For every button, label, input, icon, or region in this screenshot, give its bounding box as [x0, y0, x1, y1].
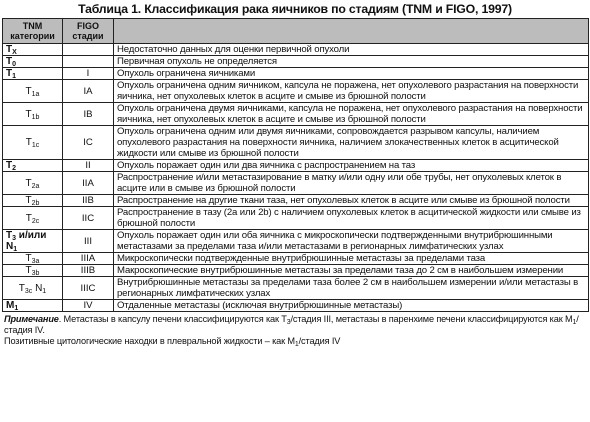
description-cell: Макроскопические внутрибрюшинные метастазы за пределами таза до 2 см в наибольшем измерении	[114, 265, 589, 277]
table-row	[3, 195, 589, 207]
tnm-base: T	[6, 68, 13, 79]
tnm-cell	[3, 80, 63, 103]
tnm-base: T	[18, 282, 25, 294]
description-cell: Недостаточно данных для оценки первичной опухоли	[114, 44, 589, 56]
table-note	[2, 312, 590, 347]
tnm-cell	[3, 68, 63, 80]
tnm-cell	[3, 300, 63, 312]
tnm-subscript: 0	[12, 61, 17, 68]
figo-cell: III	[63, 230, 114, 253]
tnm-subscript: X	[12, 49, 17, 56]
note-subscript: 1	[294, 341, 299, 348]
table-row	[3, 172, 589, 195]
header-tnm: TNM категории	[3, 19, 63, 44]
description-cell: Распространение в тазу (2a или 2b) с наличием опухолевых клеток в асцитической жидкости или смыве из брюшной полости	[114, 207, 589, 230]
figo-cell: IIC	[63, 207, 114, 230]
description-cell: Первичная опухоль не определяется	[114, 56, 589, 68]
table-row	[3, 126, 589, 160]
staging-table	[2, 18, 589, 312]
tnm-subscript: 1	[12, 73, 17, 80]
tnm-base: T	[25, 265, 32, 276]
figo-cell: IIIB	[63, 265, 114, 277]
note-label: Примечание	[4, 314, 59, 324]
tnm-base: T	[25, 253, 32, 264]
tnm-base: M	[6, 300, 15, 311]
note-text: . Метастазы в капсулу печени классифицируются как T	[58, 314, 287, 324]
figo-cell	[63, 44, 114, 56]
tnm-base: T	[6, 44, 13, 55]
tnm-cell	[3, 160, 63, 172]
tnm-base: T	[25, 212, 32, 224]
tnm-cell	[3, 253, 63, 265]
tnm-subscript: 2	[12, 165, 17, 172]
tnm-base: T	[25, 177, 32, 189]
table-row	[3, 253, 589, 265]
table-row	[3, 68, 589, 80]
tnm-base: T	[6, 56, 13, 67]
tnm-cell	[3, 56, 63, 68]
tnm-subscript-2: 1	[13, 246, 18, 253]
tnm-subscript-2: 1	[42, 287, 47, 295]
tnm-subscript: 3	[12, 235, 17, 242]
table-row	[3, 277, 589, 300]
tnm-cell	[3, 44, 63, 56]
table-row	[3, 300, 589, 312]
tnm-subscript: 3c	[24, 287, 33, 295]
figo-cell: IV	[63, 300, 114, 312]
table-row	[3, 80, 589, 103]
tnm-base: T	[6, 230, 13, 241]
tnm-subscript: 1a	[31, 90, 40, 98]
table-body	[3, 44, 589, 312]
note-text: /стадия IV.	[4, 314, 579, 335]
tnm-base: T	[6, 160, 13, 171]
figo-cell: I	[63, 68, 114, 80]
note-text: Позитивные цитологические находки в плевральной жидкости – как M	[4, 336, 295, 346]
tnm-base: T	[25, 195, 32, 206]
description-cell: Опухоль ограничена двумя яичниками, капсула не поражена, нет опухолевого разрастания на поверхности яичника, нет опухолевых клеток в асците и смыве из брюшной полости	[114, 103, 589, 126]
figo-cell: IIA	[63, 172, 114, 195]
tnm-cell	[3, 126, 63, 160]
header-description	[114, 19, 589, 44]
tnm-cell	[3, 230, 63, 253]
header-figo: FIGO стадии	[63, 19, 114, 44]
tnm-subscript: 1c	[31, 142, 40, 149]
note-subscript: 1	[572, 319, 577, 326]
tnm-subscript: 3a	[31, 258, 40, 265]
tnm-cell	[3, 195, 63, 207]
tnm-cell	[3, 103, 63, 126]
tnm-cell	[3, 277, 63, 300]
tnm-subscript: 1b	[31, 113, 40, 121]
figo-cell: IIIC	[63, 277, 114, 300]
table-header-row	[3, 19, 589, 44]
note-line-1	[4, 314, 588, 336]
description-cell: Микроскопически подтвержденные внутрибрюшинные метастазы за пределами таза	[114, 253, 589, 265]
figo-cell: IA	[63, 80, 114, 103]
note-text: /стадия IV	[298, 336, 341, 346]
figo-cell: IIB	[63, 195, 114, 207]
tnm-cell	[3, 172, 63, 195]
description-cell: Опухоль ограничена яичниками	[114, 68, 589, 80]
table-row	[3, 160, 589, 172]
tnm-extra: и/или N	[6, 230, 47, 252]
tnm-subscript: 3b	[31, 270, 40, 277]
description-cell: Отдаленные метастазы (исключая внутрибрюшинные метастазы)	[114, 300, 589, 312]
table-title: Таблица 1. Классификация рака яичников по стадиям (TNM и FIGO, 1997)	[78, 2, 512, 16]
table-row	[3, 230, 589, 253]
figo-cell: IIIA	[63, 253, 114, 265]
description-cell: Опухоль поражает один или два яичника с распространением на таз	[114, 160, 589, 172]
tnm-base: T	[25, 85, 32, 97]
note-subscript: 3	[286, 319, 291, 326]
figo-cell: II	[63, 160, 114, 172]
description-cell: Распространение на другие ткани таза, нет опухолевых клеток в асците или смыве из брюшной полости	[114, 195, 589, 207]
table-row	[3, 44, 589, 56]
table-row	[3, 207, 589, 230]
tnm-subscript: 2a	[31, 182, 40, 190]
figo-cell	[63, 56, 114, 68]
description-cell: Опухоль ограничена одним или двумя яичниками, сопровождается разрывом капсулы, наличием опухолевого разрастания на поверхности яичника, наличием злокачественных клеток в асцитической жидкости или смыве из брюшной полости	[114, 126, 589, 160]
note-text: /стадия III, метастазы в паренхиме печени классифицируются как M	[290, 314, 573, 324]
description-cell: Внутрибрюшинные метастазы за пределами таза более 2 см в наибольшем измерении и/или метастазы в регионарных лимфатических узлах	[114, 277, 589, 300]
table-row	[3, 265, 589, 277]
table-row	[3, 56, 589, 68]
description-cell: Опухоль ограничена одним яичником, капсула не поражена, нет опухолевого разрастания на поверхности яичника, нет опухолевых клеток в асците и смыве из брюшной полости	[114, 80, 589, 103]
tnm-cell	[3, 207, 63, 230]
tnm-base: T	[25, 137, 32, 148]
tnm-subscript: 2b	[31, 200, 40, 207]
tnm-subscript: 2c	[31, 217, 40, 225]
tnm-subscript: 1	[14, 305, 19, 312]
note-line-2	[4, 336, 588, 347]
tnm-extra: N	[32, 282, 43, 294]
tnm-cell	[3, 265, 63, 277]
figo-cell: IB	[63, 103, 114, 126]
table-row	[3, 103, 589, 126]
tnm-base: T	[25, 108, 32, 120]
description-cell: Опухоль поражает один или оба яичника с микроскопически подтвержденными внутрибрюшинными метастазами за пределами таза и/или метастазами в регионарных лимфатических узлах	[114, 230, 589, 253]
figo-cell: IC	[63, 126, 114, 160]
description-cell: Распространение и/или метастазирование в матку и/или одну или обе трубы, нет опухолевых клеток в асците или в смыве из брюшной полости	[114, 172, 589, 195]
